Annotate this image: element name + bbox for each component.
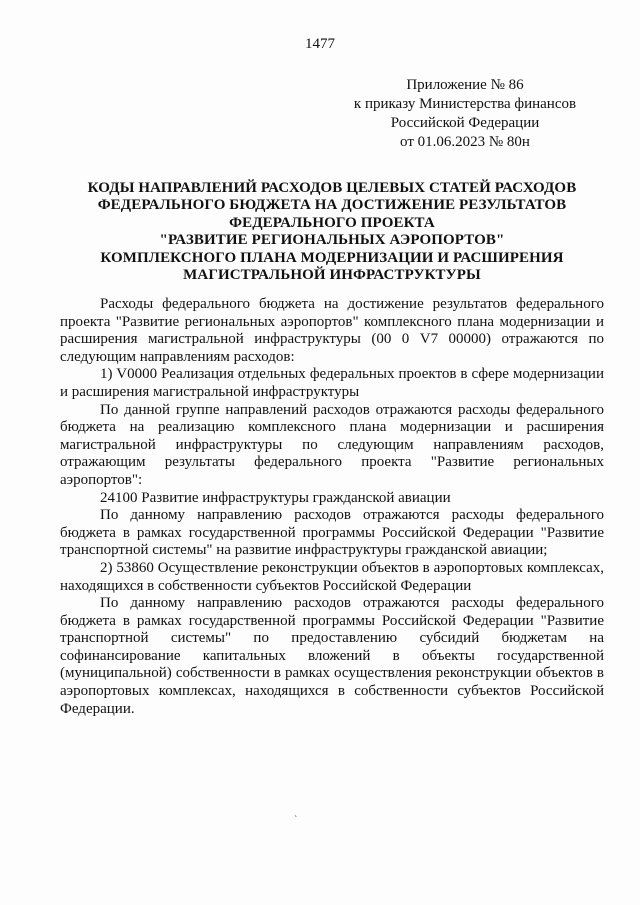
paragraph-item-1-description: По данной группе направлений расходов отражаются расходы федерального бюджета на реализацию комплексного плана модернизации и расширения магистральной инфраструктуры по следующим направлениям расходов, отражающим результаты федерального проекта "Развитие региональных аэропортов": — [60, 401, 604, 488]
paragraph-code-24100: 24100 Развитие инфраструктуры гражданской авиации — [100, 489, 451, 506]
title-line-1: КОДЫ НАПРАВЛЕНИЙ РАСХОДОВ ЦЕЛЕВЫХ СТАТЕЙ РАСХОДОВ — [87, 180, 577, 196]
title-line-4: "РАЗВИТИЕ РЕГИОНАЛЬНЫХ АЭРОПОРТОВ" — [159, 232, 505, 249]
appendix-line-3: Российской Федерации — [390, 115, 540, 131]
appendix-line-4: от 01.06.2023 № 80н — [400, 134, 530, 150]
appendix-line-2: к приказу Министерства финансов — [353, 96, 577, 112]
appendix-line-1: Приложение № 86 — [406, 77, 524, 93]
paragraph-intro: Расходы федерального бюджета на достижение результатов федерального проекта "Развитие региональных аэропортов" комплексного плана модернизации и расширения магистральной инфраструктуры (00 0 V7 00000) отражаются по следующим направлениям расходов: — [60, 296, 604, 365]
paragraph-item-2: 2) 53860 Осуществление реконструкции объектов в аэропортовых комплексах, находящихся в собственности субъектов Российской Федерации — [60, 559, 604, 594]
page-number: 1477 — [305, 36, 335, 52]
document-title — [60, 180, 604, 284]
scan-artifact: ˋ — [294, 815, 298, 826]
paragraph-item-2-description: По данному направлению расходов отражаются расходы федерального бюджета в рамках государственной программы Российской Федерации "Развитие транспортной системы" по предоставлению субсидий бюджетам на софинансирование капитальных вложений в объекты государственной (муниципальной) собственности в рамках осуществления реконструкции объектов в аэропортовых комплексах, находящихся в собственности субъектов Российской Федерации. — [60, 595, 604, 717]
title-line-2: ФЕДЕРАЛЬНОГО БЮДЖЕТА НА ДОСТИЖЕНИЕ РЕЗУЛЬТАТОВ — [97, 197, 567, 214]
title-line-3: ФЕДЕРАЛЬНОГО ПРОЕКТА — [229, 214, 435, 231]
paragraph-item-1: 1) V0000 Реализация отдельных федеральных проектов в сфере модернизации и расширения магистральной инфраструктуры — [60, 366, 604, 400]
document-body — [60, 296, 604, 718]
title-line-6: МАГИСТРАЛЬНОЙ ИНФРАСТРУКТУРЫ — [183, 267, 481, 284]
appendix-block — [330, 76, 600, 152]
paragraph-code-24100-description: По данному направлению расходов отражаются расходы федерального бюджета в рамках государственной программы Российской Федерации "Развитие транспортной системы" на развитие инфраструктуры гражданской авиации; — [60, 507, 604, 559]
title-line-5: КОМПЛЕКСНОГО ПЛАНА МОДЕРНИЗАЦИИ И РАСШИРЕНИЯ — [100, 249, 564, 266]
